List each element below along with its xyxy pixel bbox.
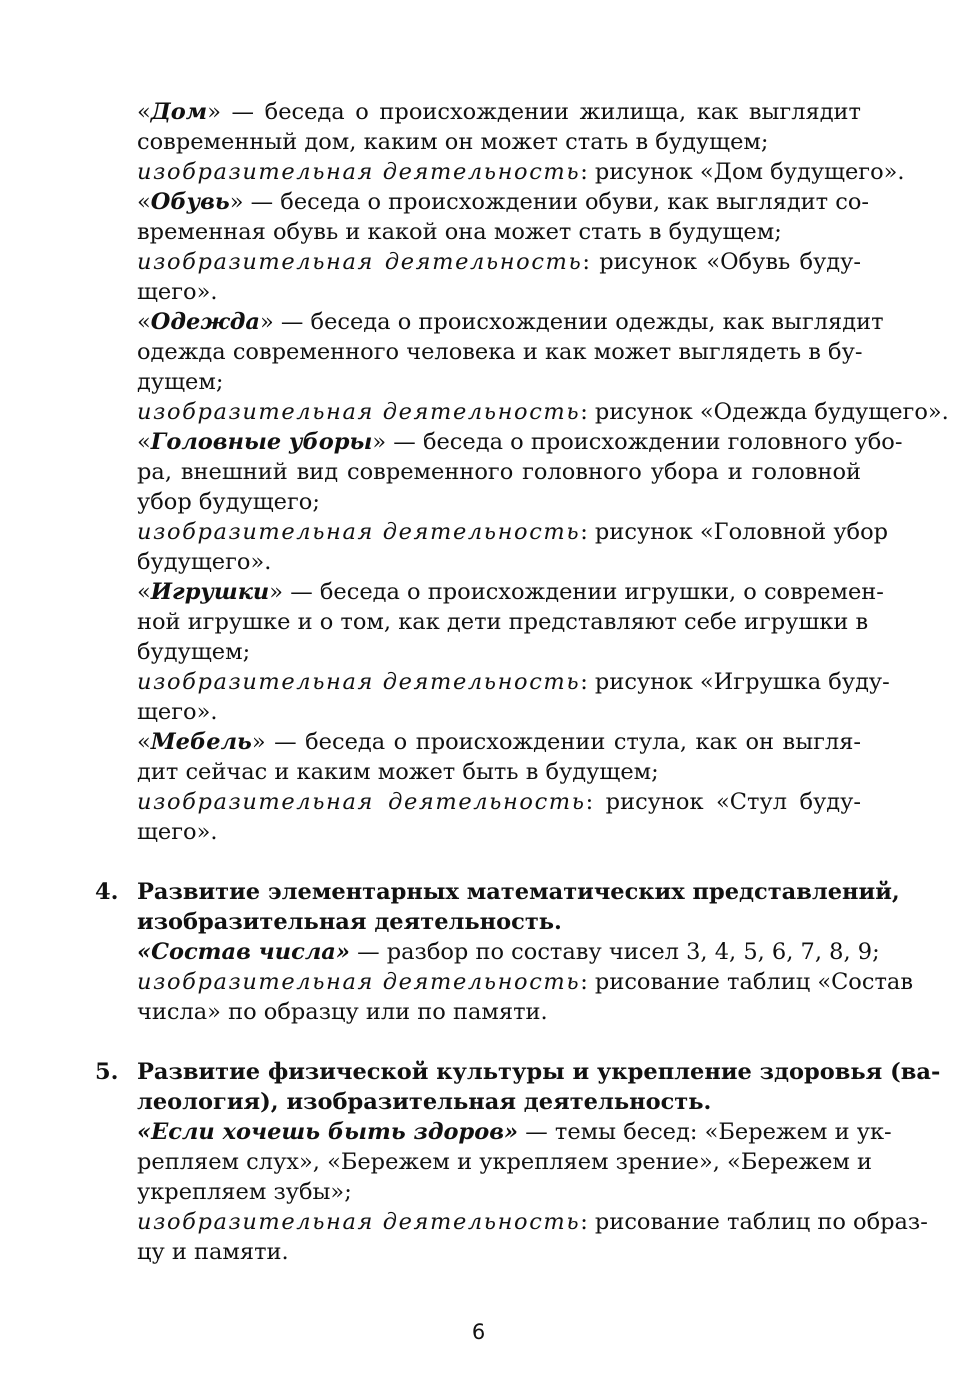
section-art-tail: цу и памяти. [137,1239,289,1265]
spacer [137,847,861,877]
page-body [95,97,949,1267]
item-title: Обувь [150,189,230,215]
item-title: Одежда [150,309,260,335]
item-igrushki [137,577,890,727]
page-number: 6 [471,1320,486,1344]
section-topic: «Если хочешь быть здоров» [137,1119,519,1145]
section-line: репляем слух», «Бережем и укрепляем зрение», «Бережем и [137,1149,873,1175]
section-topic-line: «Состав числа» — разбор по составу чисел 3, 4, 5, 6, 7, 8, 9; [137,939,880,965]
item-art-tail: щего». [137,279,218,305]
section-heading: Развитие элементарных математических представлений, [137,879,900,905]
section-topic: «Состав числа» [137,939,350,965]
item-line: «Обувь» — беседа о происхождении обуви, как выглядит со- [137,189,870,215]
item-line: «Мебель» — беседа о происхождении стула, как он выгля- [137,729,861,755]
item-art-line: изобразительная деятельность: рисунок «Дом будущего». [137,159,905,185]
item-line: «Игрушки» — беседа о происхождении игрушки, о современ- [137,579,884,605]
item-obuv [137,187,870,307]
item-art-tail: щего». [137,699,218,725]
section-art-line: изобразительная деятельность: рисование таблиц «Состав [137,969,913,995]
item-line: дущем; [137,369,224,395]
item-line: «Головные уборы» — беседа о происхождении головного убо- [137,429,903,455]
section-number: 5. [95,1059,119,1085]
item-art-line: изобразительная деятельность: рисунок «Стул буду- [137,789,861,815]
item-title: Мебель [150,729,252,755]
section-topic-line: «Если хочешь быть здоров» — темы бесед: «Бережем и ук- [137,1119,892,1145]
item-title: Головные уборы [150,429,373,455]
section-number: 4. [95,879,119,905]
item-dom [137,97,905,187]
item-line: ной игрушке и о том, как дети представляют себе игрушки в [137,609,869,635]
item-line: ра, внешний вид современного головного убора и головной [137,459,861,485]
section-heading: Развитие физической культуры и укрепление здоровья (ва- [137,1059,941,1085]
section-heading: леология), изобразительная деятельность. [137,1089,712,1115]
item-title: Дом [150,99,208,125]
item-line: временная обувь и какой она может стать в будущем; [137,219,782,245]
section-4 [95,877,913,1027]
item-art-line: изобразительная деятельность: рисунок «Игрушка буду- [137,669,890,695]
item-art-tail: щего». [137,819,218,845]
item-art-line: изобразительная деятельность: рисунок «Обувь буду- [137,249,862,275]
spacer [137,1027,861,1057]
section-art-line: изобразительная деятельность: рисование таблиц по образ- [137,1209,928,1235]
item-art-tail: будущего». [137,549,272,575]
item-mebel [137,727,861,847]
item-golovnye-ubory [137,427,903,577]
item-line: убор будущего; [137,489,320,515]
item-line: одежда современного человека и как может выглядеть в бу- [137,339,863,365]
item-line: дит сейчас и каким может быть в будущем; [137,759,659,785]
section-heading: изобразительная деятельность. [137,909,562,935]
item-art-line: изобразительная деятельность: рисунок «Одежда будущего». [137,399,949,425]
item-art-line: изобразительная деятельность: рисунок «Головной убор [137,519,889,545]
item-line: «Одежда» — беседа о происхождении одежды, как выглядит [137,309,884,335]
item-line: современный дом, каким он может стать в будущем; [137,129,769,155]
section-5 [95,1057,941,1267]
section-art-tail: числа» по образцу или по памяти. [137,999,548,1025]
item-title: Игрушки [150,579,270,605]
item-odezhda [137,307,949,427]
item-line: будущем; [137,639,251,665]
section-line: укрепляем зубы»; [137,1179,352,1205]
item-line: «Дом» — беседа о происхождении жилища, как выглядит [137,99,861,125]
